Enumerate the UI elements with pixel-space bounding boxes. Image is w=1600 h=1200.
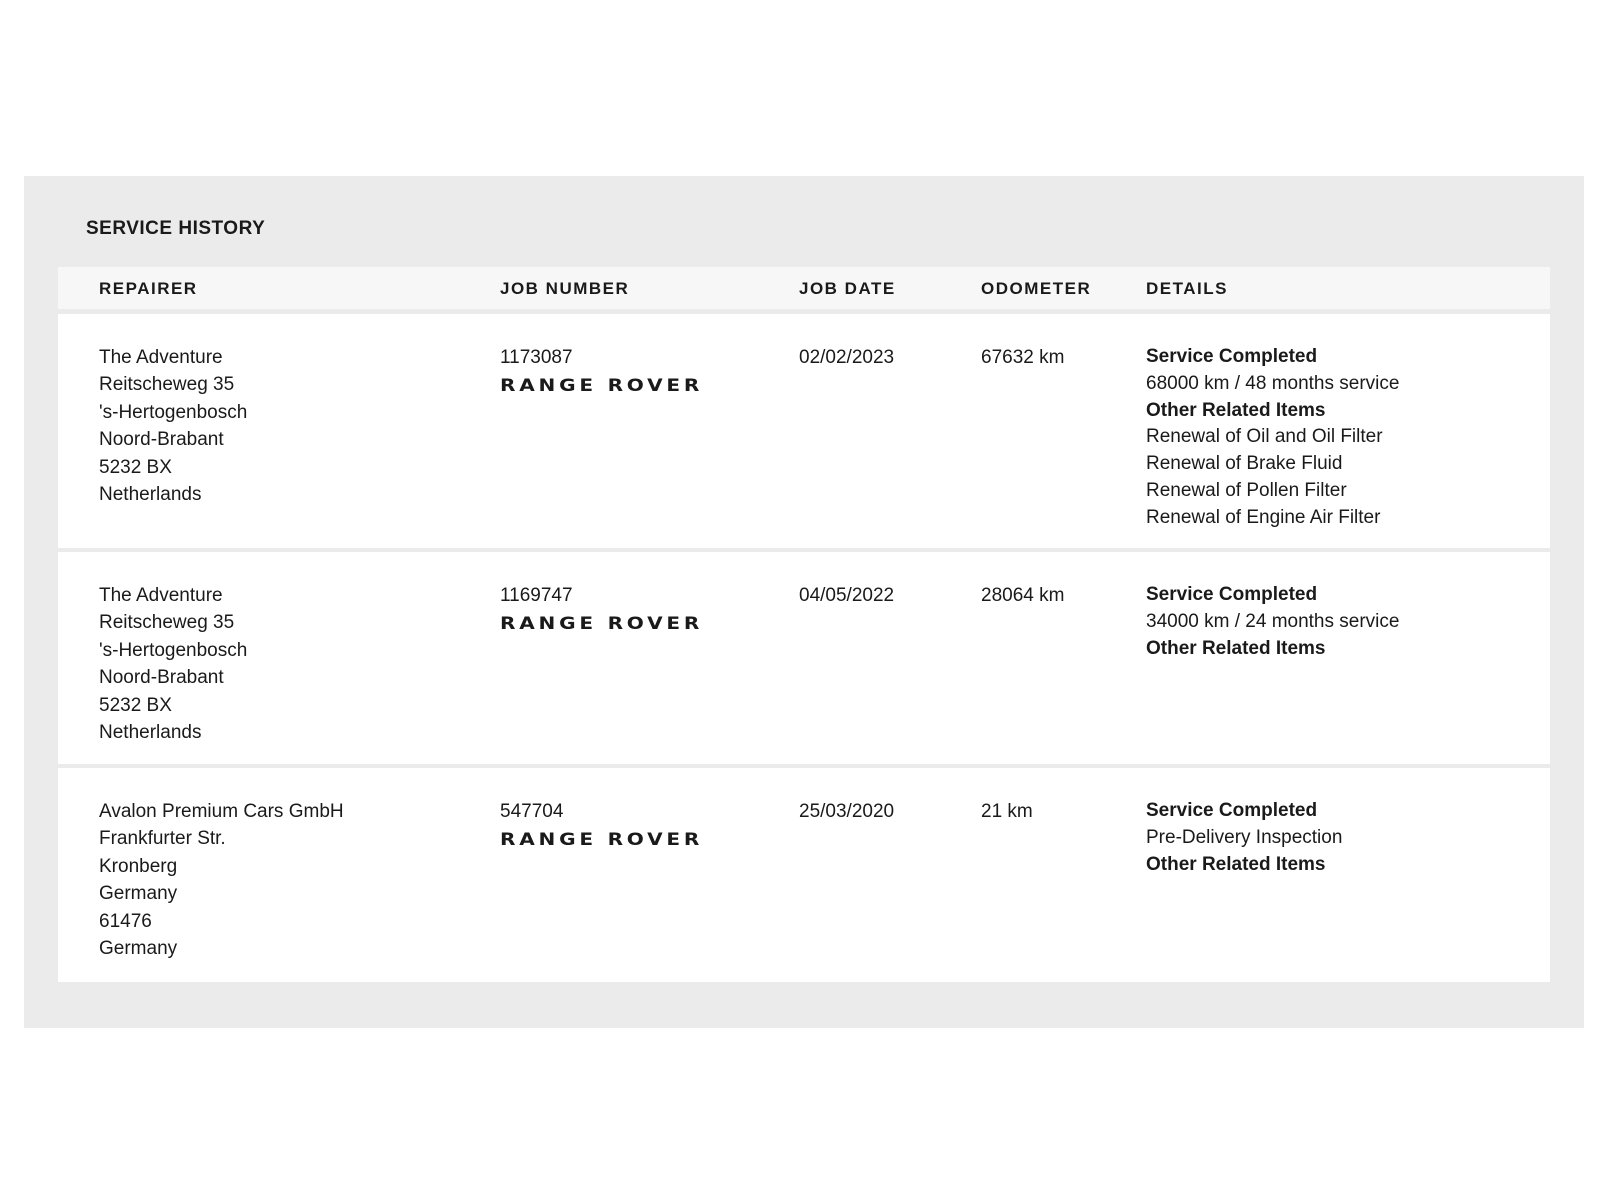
details-cell — [1146, 582, 1399, 662]
odometer: 67632 km — [981, 347, 1065, 368]
service-history-card — [58, 190, 1550, 1016]
repairer-line: 5232 BX — [99, 456, 172, 478]
column-header-details: DETAILS — [1146, 279, 1228, 298]
job-number: 547704 — [500, 801, 564, 822]
repairer-address — [99, 582, 247, 746]
job-number: 1169747 — [500, 585, 573, 606]
repairer-address — [99, 798, 344, 962]
column-header-repairer: REPAIRER — [99, 279, 198, 298]
service-type: Pre-Delivery Inspection — [1146, 826, 1343, 848]
repairer-line: Avalon Premium Cars GmbH — [99, 801, 344, 822]
table-row — [58, 314, 1550, 548]
related-item: Renewal of Brake Fluid — [1146, 453, 1343, 475]
repairer-line: Frankfurter Str. — [99, 828, 226, 850]
other-related-items-heading: Other Related Items — [1146, 637, 1326, 659]
odometer: 28064 km — [981, 585, 1065, 606]
repairer-line: The Adventure — [99, 585, 223, 606]
job-date: 25/03/2020 — [799, 801, 895, 822]
related-item: Renewal of Pollen Filter — [1146, 479, 1347, 501]
service-status: Service Completed — [1146, 800, 1318, 821]
other-related-items-heading: Other Related Items — [1146, 399, 1326, 421]
column-header-job-number: JOB NUMBER — [500, 279, 630, 298]
table-header — [58, 267, 1550, 309]
repairer-line: Reitscheweg 35 — [99, 374, 235, 396]
details-cell — [1146, 798, 1342, 878]
job-number: 1173087 — [500, 347, 573, 368]
related-item: Renewal of Oil and Oil Filter — [1146, 426, 1383, 448]
service-status: Service Completed — [1146, 584, 1318, 605]
table-row — [58, 552, 1550, 764]
service-type: 34000 km / 24 months service — [1146, 610, 1400, 632]
repairer-line: Netherlands — [99, 484, 202, 506]
details-cell — [1146, 344, 1399, 532]
service-status: Service Completed — [1146, 346, 1318, 367]
repairer-line: Germany — [99, 883, 178, 905]
job-date: 04/05/2022 — [799, 585, 895, 606]
other-related-items-heading: Other Related Items — [1146, 853, 1326, 875]
repairer-line: 's-Hertogenbosch — [99, 401, 248, 423]
repairer-line: Noord-Brabant — [99, 667, 224, 689]
range-rover-logo: RANGE ROVER — [500, 376, 704, 397]
section-title: SERVICE HISTORY — [86, 218, 266, 239]
repairer-line: Reitscheweg 35 — [99, 612, 235, 634]
range-rover-logo: RANGE ROVER — [500, 614, 704, 635]
range-rover-logo: RANGE ROVER — [500, 830, 704, 851]
repairer-line: Noord-Brabant — [99, 429, 224, 451]
repairer-line: 5232 BX — [99, 694, 172, 716]
related-item: Renewal of Engine Air Filter — [1146, 506, 1381, 528]
repairer-line: Netherlands — [99, 722, 202, 744]
service-type: 68000 km / 48 months service — [1146, 372, 1400, 394]
repairer-line: 61476 — [99, 910, 152, 932]
job-number-cell — [500, 582, 704, 639]
column-header-job-date: JOB DATE — [799, 279, 896, 298]
table-row — [58, 768, 1550, 982]
job-date: 02/02/2023 — [799, 347, 895, 368]
repairer-line: The Adventure — [99, 347, 223, 368]
repairer-line: Kronberg — [99, 855, 178, 877]
odometer: 21 km — [981, 801, 1033, 822]
repairer-line: 's-Hertogenbosch — [99, 639, 248, 661]
repairer-address — [99, 344, 247, 508]
job-number-cell — [500, 344, 704, 401]
service-history-panel — [24, 176, 1584, 1028]
column-header-odometer: ODOMETER — [981, 279, 1092, 298]
job-number-cell — [500, 798, 704, 855]
repairer-line: Germany — [99, 938, 178, 960]
